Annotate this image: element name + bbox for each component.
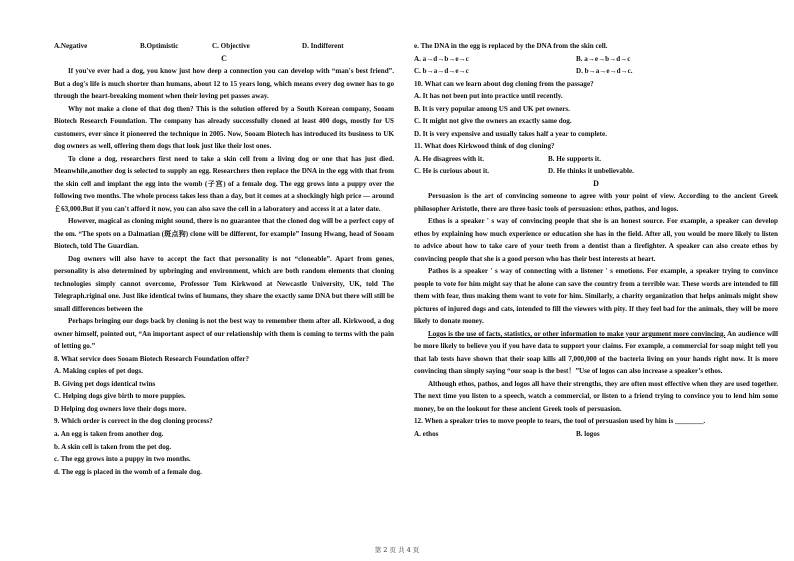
question-11: 11. What does Kirkwood think of dog cloning? bbox=[414, 142, 555, 151]
paragraph: However, magical as cloning might sound, there is no guarantee that the cloned dog will be a perfect copy of the om. “The spots on a Dalmatian (斑点狗) clone will be different, for example” Insung Hwang, head of Sooam Biotech, told The Guardian. bbox=[54, 217, 394, 251]
paragraph-text: An audience will be more likely to believe you if you have data to support your claims. For example, a commercial for soap might tell you that lab tests have shown that their soap kills all 7,000,000 of the bacteria living on your hands right now. It is more convincing than simply saying “our soap is the best！”Use of logos can also increase a speaker’s ethos. bbox=[414, 329, 778, 376]
section-heading-c: C bbox=[221, 53, 227, 63]
paragraph: Persuasion is the art of convincing someone to agree with your point of view. According to the ancient Greek philosopher Aristotle, there are three basic tools of persuasion: ethos, pathos, and logos. bbox=[414, 192, 778, 213]
right-column bbox=[414, 40, 778, 441]
option: B. a→e→b→d→c bbox=[576, 54, 631, 63]
question-8: 8. What service does Sooam Biotech Research Foundation offer? bbox=[54, 354, 249, 363]
option-row bbox=[414, 53, 778, 66]
paragraph: Although ethos, pathos, and logos all have their strengths, they are often most effective when they are used together. The next time you listen to a speech, watch a commercial, or listen to a friend trying to convince you to lend him some money, be on the lookout for these ancient Greek tools of persuasion. bbox=[414, 379, 778, 413]
option: A. He disagrees with it. bbox=[414, 154, 485, 163]
option: D. Indifferent bbox=[302, 42, 344, 50]
question-12: 12. When a speaker tries to move people to tears, the tool of persuasion used by him is ________. bbox=[414, 417, 706, 426]
option: A. Making copies of pet dogs. bbox=[54, 367, 143, 376]
underlined-sentence: Logos is the use of facts, statistics, or other information to make your argument more convincing. bbox=[428, 329, 726, 338]
option: A. a→d→b→e→c bbox=[414, 54, 469, 63]
option: B.Optimistic bbox=[140, 42, 179, 50]
paragraph: Ethos is a speaker ' s way of convincing people that she is an honest source. For example, a speaker can develop ethos by explaining how much experience or education she has in the field. After all, you would be more likely to listen to advice about how to take care of your teeth from a dentist than a firefighter. A speaker can also create ethos by convincing people that she is a good person who has their best interests at heart. bbox=[414, 217, 778, 263]
option: C. He is curious about it. bbox=[414, 167, 490, 176]
option: C. b→a→d→e→c bbox=[414, 67, 469, 76]
step: e. The DNA in the egg is replaced by the DNA from the skin cell. bbox=[414, 42, 608, 50]
step: d. The egg is placed in the womb of a female dog. bbox=[54, 467, 202, 476]
section-heading-d: D bbox=[593, 178, 599, 188]
step: b. A skin cell is taken from the pet dog. bbox=[54, 442, 172, 451]
option: D. It is very expensive and usually takes half a year to complete. bbox=[414, 129, 607, 138]
paragraph: Perhaps bringing our dogs back by cloning is not the best way to remember them after all. Kirkwood, a dog owner himself, pointed out, “An important aspect of our relationship with them is coming to terms with the pain of letting go.” bbox=[54, 317, 394, 351]
option: A. ethos bbox=[414, 429, 439, 438]
option: C. It might not give the owners an exactly same dog. bbox=[414, 117, 572, 126]
question-10: 10. What can we learn about dog cloning from the passage? bbox=[414, 79, 594, 88]
option: D. He thinks it unbelievable. bbox=[548, 167, 634, 176]
left-column bbox=[54, 40, 394, 478]
option-row bbox=[414, 165, 778, 178]
option: C. Objective bbox=[212, 42, 250, 50]
option: B. It is very popular among US and UK pet owners. bbox=[414, 104, 570, 113]
paragraph: To clone a dog, researchers first need to take a skin cell from a living dog or one that has just died. Meanwhile,another dog is selected to supply an egg. Researchers then replace the DNA in the egg with that from the skin cell and implant the egg into the womb (子宫) of a female dog. The egg grows into a puppy over the following two months. The whole process takes less than a day, but it comes at a shockingly high price — around ￡63,000.But if you can't afford it now, you can also save the cell in a laboratory and access it at a later date. bbox=[54, 154, 394, 213]
option: B. Giving pet dogs identical twins bbox=[54, 379, 156, 388]
option: D. b→a→e→d→c. bbox=[576, 67, 633, 76]
step: a. An egg is taken from another dog. bbox=[54, 429, 164, 438]
question-9: 9. Which order is correct in the dog cloning process? bbox=[54, 417, 213, 426]
option: A.Negative bbox=[54, 42, 88, 50]
option: D Helping dog owners love their dogs more. bbox=[54, 404, 187, 413]
option: C. Helping dogs give birth to more puppies. bbox=[54, 392, 186, 401]
option-row bbox=[414, 65, 778, 78]
option: A. It has not been put into practice until recently. bbox=[414, 92, 563, 101]
option-row bbox=[414, 428, 778, 441]
option-row bbox=[54, 40, 394, 53]
paragraph: Why not make a clone of that dog then? This is the solution offered by a South Korean company, Sooam Biotech Research Foundation. The company has already successfully cloned at least 400 dogs, mostly for US customers, ever since it pioneered the technique in 2005. Now, Sooam Biotech has introduced its business to UK dog owners as well, offering them dogs that look just like their lost ones. bbox=[54, 104, 394, 151]
step: c. The egg grows into a puppy in two months. bbox=[54, 455, 191, 464]
paragraph bbox=[414, 328, 778, 378]
paragraph: Dog owners will also have to accept the fact that personality is not “cloneable”. Apart from genes, personality is also determined by upbringing and environment, which are both random elements that cloning technologies simply cannot overcome, Professor Tom Kirkwood at Newcastle University, UK, told The Telegraph.riginal one. Just like identical twins of humans, they share the exactly same DNA but there will still be small differences between the bbox=[54, 254, 394, 313]
page-number: 第 2 页 共 4 页 bbox=[374, 546, 420, 554]
option-row bbox=[414, 153, 778, 166]
option: B. He supports it. bbox=[548, 154, 602, 163]
paragraph: If you've ever had a dog, you know just how deep a connection you can develop with “man's best friend”. But a dog's life is much shorter than humans, about 12 to 15 years long, which means every dog owner has to go through the heart-breaking moment when their loving pet passes away. bbox=[54, 67, 394, 101]
option: B. logos bbox=[576, 429, 600, 438]
paragraph: Pathos is a speaker ' s way of connecting with a listener ' s emotions. For example, a speaker trying to convince people to vote for him might say that he alone can save the country from a terrible war. These words are intended to fill them with fear, thus making them want to vote for him. Similarly, a charity organization that helps animals might show pictures of injured dogs and cats, intended to fill the viewers with pity. If they feel bad for the animals, they will be more likely to donate money. bbox=[414, 267, 778, 326]
